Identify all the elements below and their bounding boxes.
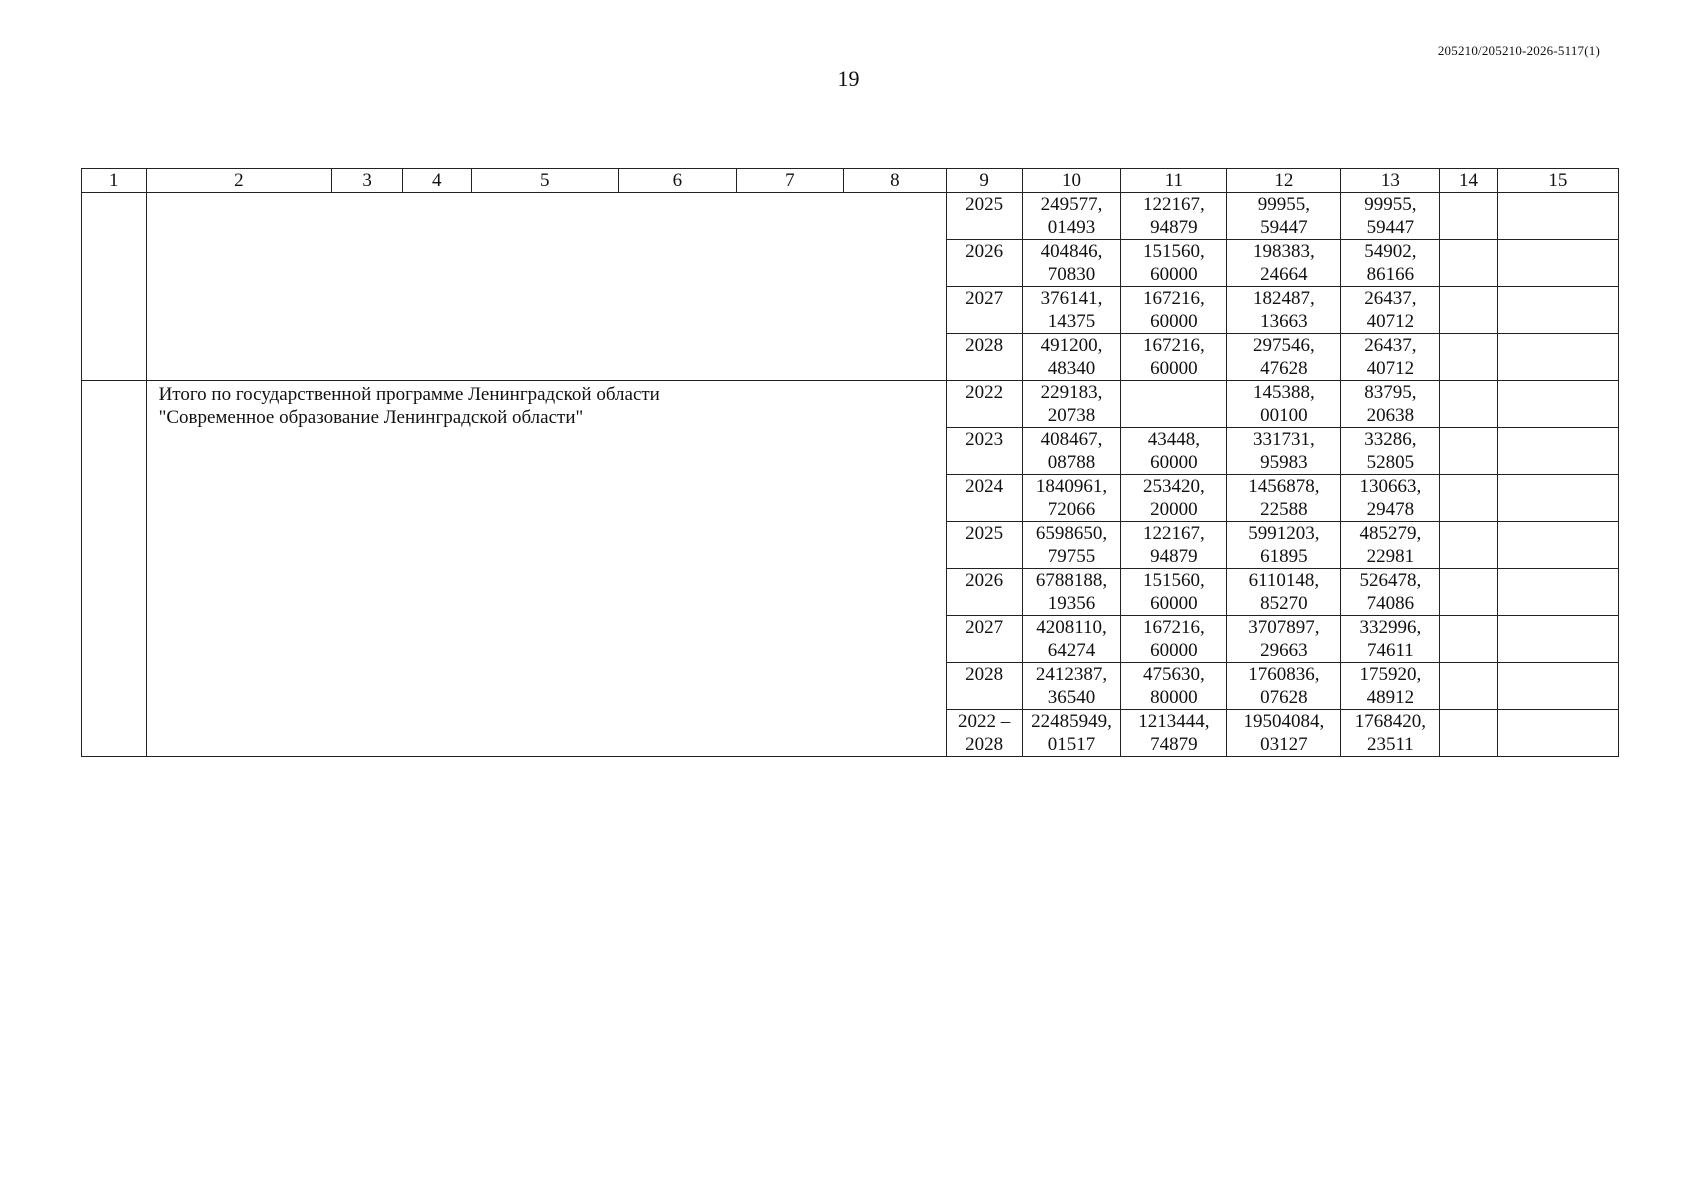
row-number-cell	[82, 381, 147, 757]
empty-cell-14	[1440, 569, 1498, 616]
column-header-8: 8	[843, 169, 946, 193]
amount-cell-13	[1341, 287, 1440, 334]
cell-line: 408467,	[1040, 429, 1103, 450]
cell-line: 5991203,	[1248, 523, 1320, 544]
cell-line: 20638	[1366, 405, 1415, 426]
empty-cell-14	[1440, 663, 1498, 710]
column-header-9: 9	[946, 169, 1022, 193]
cell-line: 60000	[1150, 264, 1198, 285]
cell-line: 22588	[1260, 499, 1308, 520]
column-header-13: 13	[1341, 169, 1440, 193]
year-cell	[946, 193, 1022, 240]
cell-line: 29478	[1366, 499, 1415, 520]
program-total-label	[146, 381, 946, 757]
cell-line: 14375	[1047, 311, 1096, 332]
empty-cell-15	[1497, 428, 1618, 475]
cell-line: 86166	[1366, 264, 1415, 285]
cell-line: 26437,	[1364, 288, 1417, 309]
cell-line: 2024	[965, 476, 1004, 497]
column-header-7: 7	[736, 169, 843, 193]
amount-cell-13	[1341, 193, 1440, 240]
cell-line: 332996,	[1359, 617, 1422, 638]
amount-cell-12	[1227, 710, 1341, 757]
cell-line	[951, 592, 1018, 615]
amount-cell-11	[1121, 287, 1227, 334]
year-cell	[946, 381, 1022, 428]
cell-line	[951, 545, 1018, 568]
cell-line: 167216,	[1143, 335, 1205, 356]
amount-cell-13	[1341, 428, 1440, 475]
cell-line: 331731,	[1253, 429, 1315, 450]
amount-cell-11	[1121, 428, 1227, 475]
cell-line: 2412387,	[1035, 664, 1108, 685]
empty-cell-15	[1497, 193, 1618, 240]
cell-line: 1760836,	[1248, 664, 1320, 685]
column-header-5: 5	[471, 169, 618, 193]
amount-cell-11	[1121, 569, 1227, 616]
cell-line: 4208110,	[1036, 617, 1107, 638]
empty-cell-15	[1497, 240, 1618, 287]
cell-line: 60000	[1150, 640, 1198, 661]
cell-line: 2027	[965, 617, 1004, 638]
cell-line: 99955,	[1257, 194, 1310, 215]
cell-line: 253420,	[1143, 476, 1205, 497]
amount-cell-10	[1022, 240, 1121, 287]
cell-line: 08788	[1047, 452, 1096, 473]
amount-cell-11	[1121, 334, 1227, 381]
amount-cell-10	[1022, 193, 1121, 240]
year-cell	[946, 710, 1022, 757]
cell-line: 6788188,	[1035, 570, 1108, 591]
column-header-row	[82, 169, 1619, 193]
cell-line: 59447	[1260, 217, 1308, 238]
cell-line	[1123, 404, 1224, 427]
cell-line: 229183,	[1040, 382, 1103, 403]
amount-cell-12	[1227, 663, 1341, 710]
cell-line: 2022	[965, 382, 1004, 403]
amount-cell-11	[1121, 475, 1227, 522]
empty-cell-14	[1440, 522, 1498, 569]
cell-line: 54902,	[1364, 241, 1417, 262]
cell-line: 6598650,	[1035, 523, 1108, 544]
cell-line: 79755	[1047, 546, 1096, 567]
cell-line: 475630,	[1143, 664, 1205, 685]
cell-line: 1840961,	[1035, 476, 1108, 497]
cell-line: 22981	[1366, 546, 1415, 567]
cell-line: 151560,	[1143, 241, 1205, 262]
amount-cell-13	[1341, 522, 1440, 569]
cell-line: 175920,	[1359, 664, 1422, 685]
cell-line	[951, 498, 1018, 521]
document-id: 205210/205210-2026-5117(1)	[1437, 43, 1600, 58]
amount-cell-13	[1341, 616, 1440, 663]
column-header-6: 6	[618, 169, 736, 193]
cell-line: 2026	[965, 241, 1004, 262]
cell-line: 59447	[1366, 217, 1415, 238]
cell-line: 167216,	[1143, 288, 1205, 309]
empty-cell-14	[1440, 381, 1498, 428]
empty-cell-15	[1497, 663, 1618, 710]
amount-cell-11	[1121, 381, 1227, 428]
column-header-1: 1	[82, 169, 147, 193]
amount-cell-11	[1121, 710, 1227, 757]
amount-cell-11	[1121, 522, 1227, 569]
cell-line-empty	[951, 216, 1018, 239]
amount-cell-13	[1341, 240, 1440, 287]
amount-cell-12	[1227, 428, 1341, 475]
cell-line: 01493	[1047, 217, 1096, 238]
amount-cell-11	[1121, 663, 1227, 710]
cell-line: 40712	[1366, 311, 1415, 332]
cell-line: 485279,	[1359, 523, 1422, 544]
cell-line: 1768420,	[1354, 711, 1426, 732]
empty-cell-15	[1497, 569, 1618, 616]
amount-cell-12	[1227, 381, 1341, 428]
cell-line: 122167,	[1143, 194, 1205, 215]
cell-line: 43448,	[1147, 429, 1200, 450]
cell-line: 60000	[1150, 452, 1198, 473]
amount-cell-12	[1227, 240, 1341, 287]
amount-cell-13	[1341, 663, 1440, 710]
cell-line: 19504084,	[1243, 711, 1325, 732]
amount-cell-11	[1121, 240, 1227, 287]
cell-line: 526478,	[1359, 570, 1422, 591]
cell-line: 29663	[1260, 640, 1308, 661]
cell-line: 74086	[1366, 593, 1415, 614]
cell-line: 60000	[1150, 593, 1198, 614]
cell-line: 74879	[1150, 734, 1198, 755]
amount-cell-10	[1022, 522, 1121, 569]
row-number-cell	[82, 193, 147, 381]
cell-line: 03127	[1260, 734, 1308, 755]
year-cell	[946, 334, 1022, 381]
cell-line	[951, 404, 1018, 427]
cell-line: 491200,	[1040, 335, 1103, 356]
cell-line	[951, 639, 1018, 662]
column-header-15: 15	[1497, 169, 1618, 193]
cell-line: 83795,	[1364, 382, 1417, 403]
cell-line: 48340	[1047, 358, 1096, 379]
year-cell	[946, 240, 1022, 287]
cell-line: 20738	[1047, 405, 1096, 426]
cell-line: 64274	[1047, 640, 1096, 661]
empty-cell-15	[1497, 475, 1618, 522]
column-header-4: 4	[402, 169, 471, 193]
cell-line: 2028	[965, 664, 1004, 685]
cell-line: 33286,	[1364, 429, 1417, 450]
cell-line: 145388,	[1253, 382, 1315, 403]
table-row	[82, 193, 1619, 240]
cell-line: 151560,	[1143, 570, 1205, 591]
cell-line: 40712	[1366, 358, 1415, 379]
cell-line-empty	[951, 357, 1018, 380]
amount-cell-10	[1022, 334, 1121, 381]
cell-line: 404846,	[1040, 241, 1103, 262]
cell-line: 52805	[1366, 452, 1415, 473]
cell-line: 2026	[965, 570, 1004, 591]
cell-line: 2025	[965, 194, 1004, 215]
cell-line: 70830	[1047, 264, 1096, 285]
cell-line: 24664	[1260, 264, 1308, 285]
cell-line: 95983	[1260, 452, 1308, 473]
empty-cell-14	[1440, 193, 1498, 240]
empty-cell-15	[1497, 287, 1618, 334]
amount-cell-13	[1341, 475, 1440, 522]
column-header-11: 11	[1121, 169, 1227, 193]
cell-line: 99955,	[1364, 194, 1417, 215]
amount-cell-10	[1022, 616, 1121, 663]
cell-line: 198383,	[1253, 241, 1315, 262]
cell-line: 13663	[1260, 311, 1308, 332]
year-cell	[946, 428, 1022, 475]
column-header-2: 2	[146, 169, 332, 193]
cell-line: 19356	[1047, 593, 1096, 614]
year-cell	[946, 475, 1022, 522]
amount-cell-10	[1022, 428, 1121, 475]
cell-line: 1213444,	[1138, 711, 1210, 732]
amount-cell-12	[1227, 334, 1341, 381]
column-header-12: 12	[1227, 169, 1341, 193]
amount-cell-10	[1022, 710, 1121, 757]
cell-line: 85270	[1260, 593, 1308, 614]
cell-line: 26437,	[1364, 335, 1417, 356]
cell-line: 60000	[1150, 358, 1198, 379]
cell-line: 94879	[1150, 546, 1198, 567]
empty-cell-15	[1497, 616, 1618, 663]
amount-cell-12	[1227, 287, 1341, 334]
cell-line: 72066	[1047, 499, 1096, 520]
empty-cell-14	[1440, 240, 1498, 287]
cell-line: 6110148,	[1248, 570, 1320, 591]
amount-cell-12	[1227, 569, 1341, 616]
amount-cell-10	[1022, 475, 1121, 522]
cell-line: 00100	[1260, 405, 1308, 426]
column-header-3: 3	[332, 169, 403, 193]
cell-line: 47628	[1260, 358, 1308, 379]
cell-line	[1123, 381, 1224, 404]
cell-line: 48912	[1366, 687, 1415, 708]
year-cell	[946, 569, 1022, 616]
cell-line: 167216,	[1143, 617, 1205, 638]
empty-cell-15	[1497, 710, 1618, 757]
cell-line	[951, 686, 1018, 709]
cell-line: 1456878,	[1248, 476, 1320, 497]
cell-line: 07628	[1260, 687, 1308, 708]
amount-cell-13	[1341, 381, 1440, 428]
amount-cell-13	[1341, 334, 1440, 381]
cell-line: 80000	[1150, 687, 1198, 708]
cell-line: 2028	[965, 734, 1004, 755]
total-row	[82, 381, 1619, 428]
cell-line: 2027	[965, 288, 1004, 309]
amount-cell-10	[1022, 381, 1121, 428]
cell-line: 61895	[1260, 546, 1308, 567]
amount-cell-10	[1022, 663, 1121, 710]
amount-cell-11	[1121, 193, 1227, 240]
page-number: 19	[837, 66, 860, 91]
label-line-1: Итого по государственной программе Ленинградской области	[158, 384, 660, 405]
empty-cell-14	[1440, 475, 1498, 522]
year-cell	[946, 663, 1022, 710]
cell-line: 94879	[1150, 217, 1198, 238]
cell-line: 22485949,	[1031, 711, 1112, 732]
cell-line: 36540	[1047, 687, 1096, 708]
cell-line: 23511	[1366, 734, 1414, 755]
cell-line-empty	[951, 263, 1018, 286]
cell-line: 60000	[1150, 311, 1198, 332]
year-cell	[946, 287, 1022, 334]
cell-line: 2028	[965, 335, 1004, 356]
empty-cell-14	[1440, 287, 1498, 334]
cell-line: 182487,	[1253, 288, 1315, 309]
cell-line: 20000	[1150, 499, 1198, 520]
budget-table	[81, 168, 1619, 757]
cell-line-empty	[951, 310, 1018, 333]
cell-line: 2025	[965, 523, 1004, 544]
amount-cell-11	[1121, 616, 1227, 663]
cell-line: 249577,	[1040, 194, 1103, 215]
cell-line: 74611	[1366, 640, 1414, 661]
empty-cell-15	[1497, 334, 1618, 381]
amount-cell-12	[1227, 616, 1341, 663]
empty-cell-14	[1440, 616, 1498, 663]
amount-cell-12	[1227, 193, 1341, 240]
cell-line: 01517	[1047, 734, 1096, 755]
empty-cell-14	[1440, 710, 1498, 757]
cell-line: 122167,	[1143, 523, 1205, 544]
cell-line	[951, 451, 1018, 474]
cell-line: 376141,	[1040, 288, 1103, 309]
year-cell	[946, 616, 1022, 663]
cell-line: 297546,	[1253, 335, 1315, 356]
empty-cell-14	[1440, 428, 1498, 475]
year-cell	[946, 522, 1022, 569]
amount-cell-10	[1022, 569, 1121, 616]
column-header-10: 10	[1022, 169, 1121, 193]
amount-cell-12	[1227, 475, 1341, 522]
empty-cell-15	[1497, 381, 1618, 428]
amount-cell-10	[1022, 287, 1121, 334]
cell-line: 130663,	[1359, 476, 1422, 497]
column-header-14: 14	[1440, 169, 1498, 193]
empty-cell-14	[1440, 334, 1498, 381]
empty-cell-15	[1497, 522, 1618, 569]
cell-line: 3707897,	[1248, 617, 1320, 638]
amount-cell-12	[1227, 522, 1341, 569]
cell-line: 2022 –	[958, 711, 1011, 732]
cell-line: 2023	[965, 429, 1004, 450]
group-label	[146, 193, 946, 381]
label-line-2: "Современное образование Ленинградской области"	[158, 407, 584, 428]
amount-cell-13	[1341, 710, 1440, 757]
amount-cell-13	[1341, 569, 1440, 616]
